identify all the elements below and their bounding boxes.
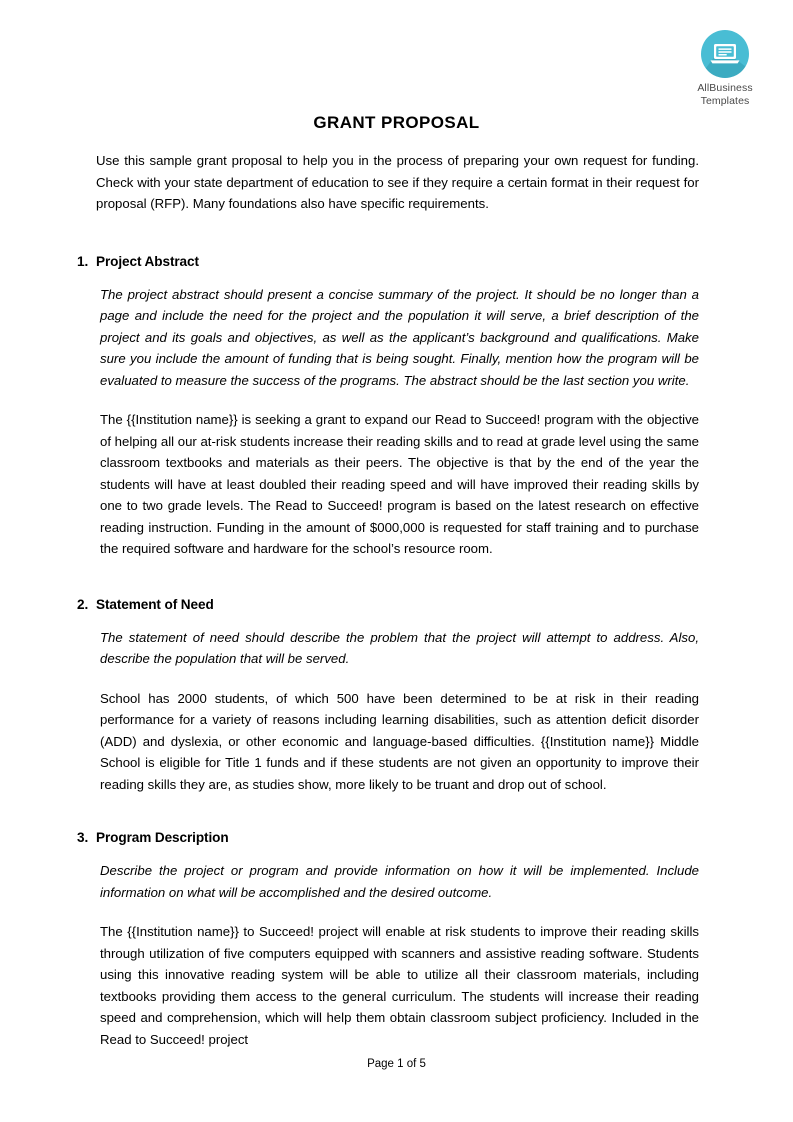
document-title: GRANT PROPOSAL: [313, 113, 480, 132]
intro-paragraph: Use this sample grant proposal to help you in the process of preparing your own request for funding. Check with your state department of education to see if they require a certain format in their request for proposal (RFP). Many foundations also have specific requirements.: [96, 153, 699, 211]
logo-wordmark-line2: Templates: [700, 94, 750, 107]
section-number: 3.: [77, 830, 89, 845]
section-title: Program Description: [96, 830, 229, 845]
section-number: 2.: [77, 596, 89, 612]
section-body-text: The {{Institution name}} to Succeed! project will enable at risk students to improve their reading skills through utilization of five computers equipped with scanners and assistive reading software. Students using this innovative reading system will be able to utilize all their classroom materials, including textbooks providing them access to the general curriculum. The students will increase their reading speed and comprehension, which will help them obtain classroom subject proficiency. Included in the Read to Succeed! project: [100, 924, 699, 1047]
document-content: [77, 150, 699, 1050]
allbusiness-templates-logo: [683, 30, 767, 107]
logo-wordmark: [683, 82, 767, 107]
logo-circle: [701, 30, 749, 78]
section-number: 1.: [77, 253, 89, 269]
section-title: Statement of Need: [96, 596, 214, 612]
section-guidance-text: Describe the project or program and provide information on how it will be implemented. Include information on what will be accomplished and the desired outcome.: [100, 863, 699, 900]
page-footer: Page 1 of 5: [367, 1058, 426, 1070]
section-program-description: [77, 830, 699, 1050]
section-guidance-text: The statement of need should describe the problem that the project will attempt to address. Also, describe the population that will be served.: [100, 629, 699, 666]
section-body-text: School has 2000 students, of which 500 have been determined to be at risk in their reading performance for a variety of reasons including learning disabilities, such as attention deficit disorder (ADD) and dyslexia, or other economic and language-based difficulties. {{Institution name}} Middle School is eligible for Title 1 funds and if these students are not given an opportunity to improve their reading skills they are, as studies show, more likely to be truant and drop out of school.: [100, 690, 699, 792]
section-heading: [77, 597, 699, 612]
section-guidance-text: The project abstract should present a concise summary of the project. It should be no longer than a page and include the need for the project and the population it will serve, a brief description of the project and its goals and objectives, as well as the applicant’s background and qualifications. Make sure you include the amount of funding that is being sought. Finally, mention how the program will be evaluated to measure the success of the programs. The abstract should be the last section you write.: [100, 286, 699, 388]
section-project-abstract: [77, 254, 699, 560]
laptop-icon: [709, 42, 741, 66]
section-heading: [77, 254, 699, 269]
section-statement-of-need: [77, 597, 699, 796]
section-body-text: The {{Institution name}} is seeking a grant to expand our Read to Succeed! program with the objective of helping all our at-risk students increase their reading skills and to read at grade level using the same classroom textbooks and materials as their peers. The objective is that by the end of the year the students will have at least doubled their reading speed and will have improved their reading skills by one to two grade levels. The Read to Succeed! program is based on the latest research on effective reading instruction. Funding in the amount of $000,000 is requested for staff training and to purchase the required software and hardware for the school’s resource room.: [100, 412, 699, 556]
section-heading: [77, 830, 699, 845]
section-title: Project Abstract: [96, 253, 199, 269]
logo-wordmark-line1: AllBusiness: [697, 82, 753, 94]
